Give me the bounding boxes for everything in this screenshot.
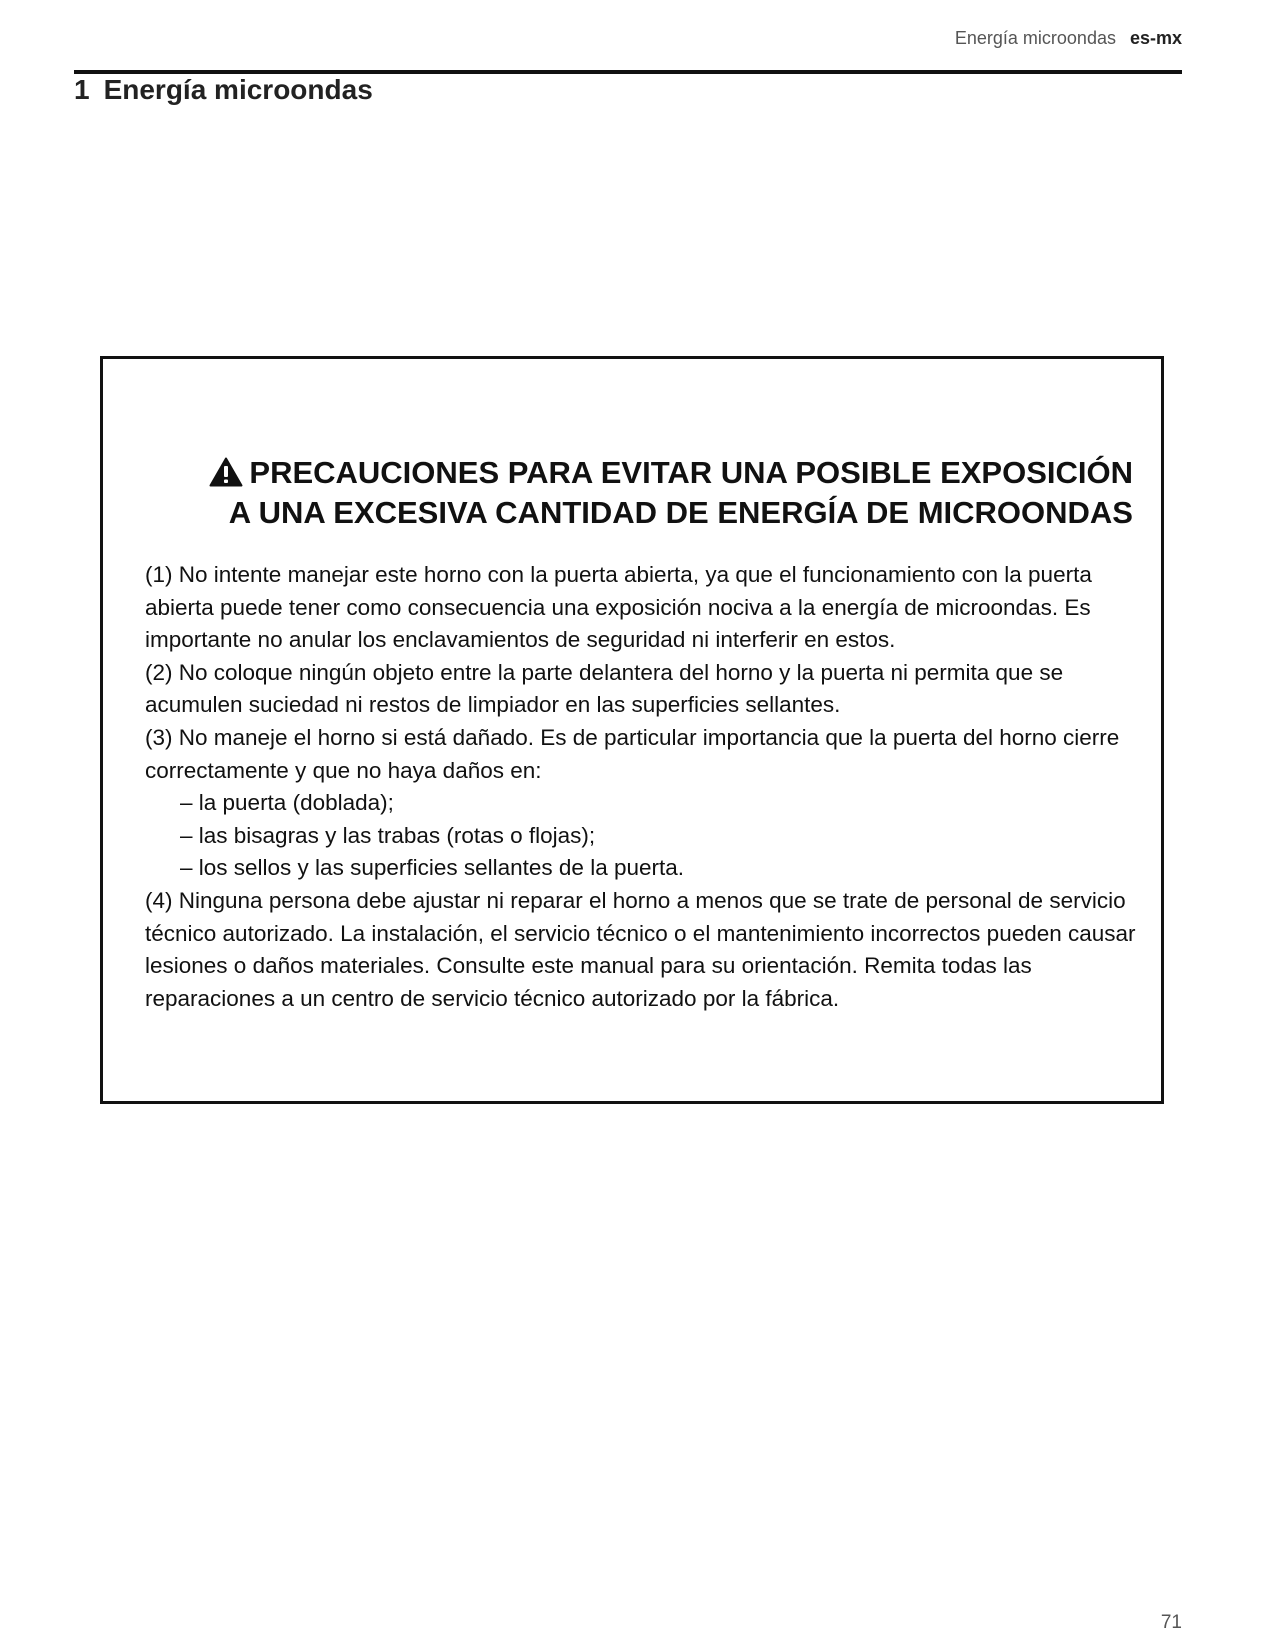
- warning-triangle-icon: [209, 457, 243, 487]
- running-header: [955, 28, 1182, 49]
- chapter-number: 1: [74, 74, 90, 105]
- warning-box: [100, 356, 1164, 1104]
- chapter-title: [74, 74, 373, 106]
- header-section-title: Energía microondas: [954, 28, 1116, 48]
- precaution-subitem: – la puerta (doblada);: [180, 790, 394, 816]
- precaution-item-3: (3) No maneje el horno si está dañado. Es de particular importancia que la puerta del horno cierre correctamente y que no haya daños en:: [145, 724, 1120, 783]
- header-language-code: es-mx: [1129, 28, 1182, 48]
- warning-heading-line-1: [209, 453, 1133, 493]
- warning-heading: [209, 453, 1133, 533]
- warning-body: [145, 559, 1149, 1015]
- precaution-subitem: – los sellos y las superficies sellantes de la puerta.: [180, 855, 685, 881]
- warning-heading-line-2: A UNA EXCESIVA CANTIDAD DE ENERGÍA DE MICROONDAS: [228, 495, 1133, 530]
- chapter-title-text: Energía microondas: [103, 74, 373, 105]
- precaution-item-1: (1) No intente manejar este horno con la puerta abierta, ya que el funcionamiento con la puerta abierta puede tener como consecuencia una exposición nociva a la energía de microondas. Es importante no anular los enclavamientos de seguridad ni interferir en estos.: [145, 562, 1092, 653]
- warning-heading-text-1: PRECAUCIONES PARA EVITAR UNA POSIBLE EXPOSICIÓN: [249, 455, 1133, 490]
- precaution-subitem: – las bisagras y las trabas (rotas o flojas);: [180, 822, 596, 848]
- page-number: 71: [1160, 1612, 1182, 1633]
- precaution-item-4: (4) Ninguna persona debe ajustar ni reparar el horno a menos que se trate de personal de servicio técnico autorizado. La instalación, el servicio técnico o el mantenimiento incorrectos pueden causar lesiones o daños materiales. Consulte este manual para su orientación. Remita todas las reparaciones a un centro de servicio técnico autorizado por la fábrica.: [145, 887, 1136, 1011]
- precaution-item-2: (2) No coloque ningún objeto entre la parte delantera del horno y la puerta ni permita que se acumulen suciedad ni restos de limpiador en las superficies sellantes.: [145, 659, 1064, 718]
